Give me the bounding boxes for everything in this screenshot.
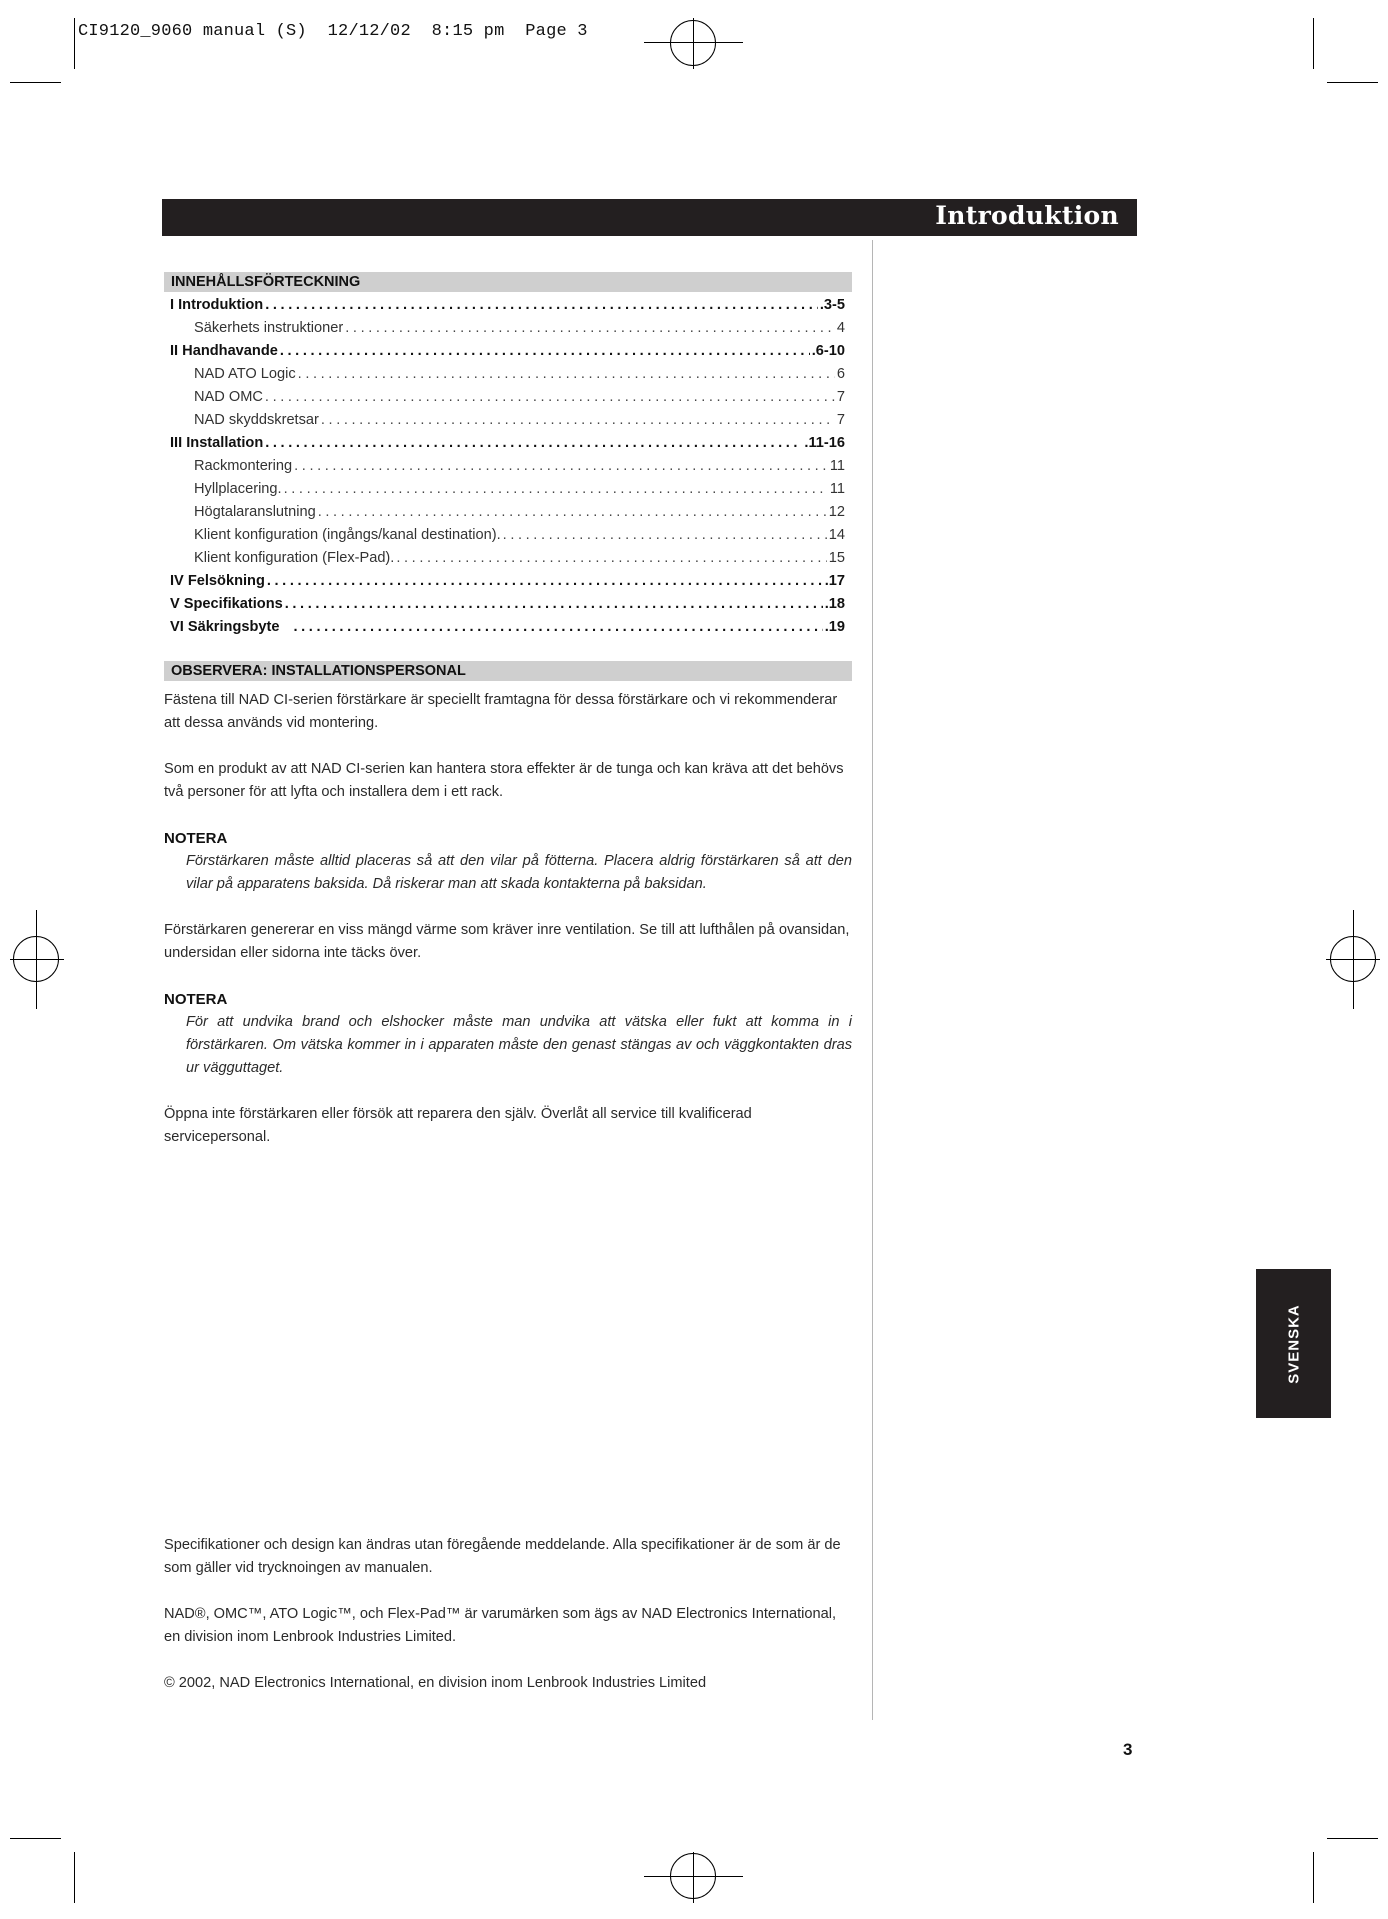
header-bar	[162, 199, 1137, 239]
page-title: Introduktion	[935, 201, 1119, 230]
installer-paragraph: Öppna inte förstärkaren eller försök att reparera den själv. Överlåt all service till kvalificerad servicepersonal.	[164, 1106, 752, 1145]
toc-entry[interactable]: NAD ATO Logic ..... 6	[164, 363, 852, 386]
table-of-contents	[164, 294, 852, 639]
toc-entry[interactable]: IV Felsökning ..... .17	[164, 570, 852, 593]
toc-entry[interactable]: NAD OMC ..... 7	[164, 386, 852, 409]
column-divider	[872, 240, 873, 1720]
installer-paragraph: Fästena till NAD CI-serien förstärkare är speciellt framtagna för dessa förstärkare och vi rekommenderar att dessa används vid montering.	[164, 692, 838, 731]
copyright: © 2002, NAD Electronics International, en division inom Lenbrook Industries Limited	[164, 1675, 707, 1691]
toc-entry[interactable]: Rackmontering ..... 11	[164, 455, 852, 478]
page-number: 3	[1123, 1740, 1133, 1759]
toc-entry[interactable]: NAD skyddskretsar ..... 7	[164, 409, 852, 432]
note-heading: NOTERA	[164, 991, 228, 1008]
toc-entry[interactable]: V Specifikations ..... .18	[164, 593, 852, 616]
toc-heading: INNEHÅLLSFÖRTECKNING	[164, 272, 852, 292]
toc-entry[interactable]: Klient konfiguration (Flex-Pad). ..... 15	[164, 547, 852, 570]
installer-note-heading: OBSERVERA: INSTALLATIONSPERSONAL	[164, 661, 852, 681]
toc-entry[interactable]: Högtalaranslutning ..... 12	[164, 501, 852, 524]
toc-entry[interactable]: Hyllplacering. ..... 11	[164, 478, 852, 501]
language-tab	[1256, 1269, 1331, 1418]
specs-notice: Specifikationer och design kan ändras utan föregående meddelande. Alla specifikationer är de som är de som gäller vid trycknoingen av manualen.	[164, 1537, 841, 1576]
note-heading: NOTERA	[164, 830, 228, 847]
toc-entry[interactable]: III Installation ..... .11-16	[164, 432, 852, 455]
toc-entry[interactable]: II Handhavande ..... .6-10	[164, 340, 852, 363]
main-content	[164, 272, 852, 1149]
note-body: Förstärkaren måste alltid placeras så att den vilar på fötterna. Placera aldrig förstärkaren så att den vilar på apparatens baksida. Då riskerar man att skada kontakterna på baksidan.	[186, 853, 852, 892]
installer-paragraph: Förstärkaren genererar en viss mängd värme som kräver inre ventilation. Se till att lufthålen på ovansidan, undersidan eller sidorna inte täcks över.	[164, 922, 850, 961]
toc-entry[interactable]: Klient konfiguration (ingångs/kanal destination). ..... 14	[164, 524, 852, 547]
trademark-notice: NAD®, OMC™, ATO Logic™, och Flex-Pad™ är varumärken som ägs av NAD Electronics International, en division inom Lenbrook Industries Limited.	[164, 1606, 837, 1645]
print-slug: CI9120_9060 manual (S) 12/12/02 8:15 pm Page 3	[78, 22, 588, 41]
toc-entry[interactable]: I Introduktion ..... .3-5	[164, 294, 852, 317]
note-body: För att undvika brand och elshocker måste man undvika att vätska eller fukt att komma in i förstärkaren. Om vätska kommer in i apparaten måste den genast stängas av och väggkontakten dras ur vägguttaget.	[186, 1014, 852, 1076]
installer-paragraph: Som en produkt av att NAD CI-serien kan hantera stora effekter är de tunga och kan kräva att det behövs två personer för att lyfta och installera dem i ett rack.	[164, 761, 844, 800]
toc-entry[interactable]: VI Säkringsbyte ..... .19	[164, 616, 852, 639]
language-tab-label: SVENSKA	[1285, 1303, 1302, 1384]
footer-notes	[164, 1534, 852, 1718]
toc-entry[interactable]: Säkerhets instruktioner ..... 4	[164, 317, 852, 340]
